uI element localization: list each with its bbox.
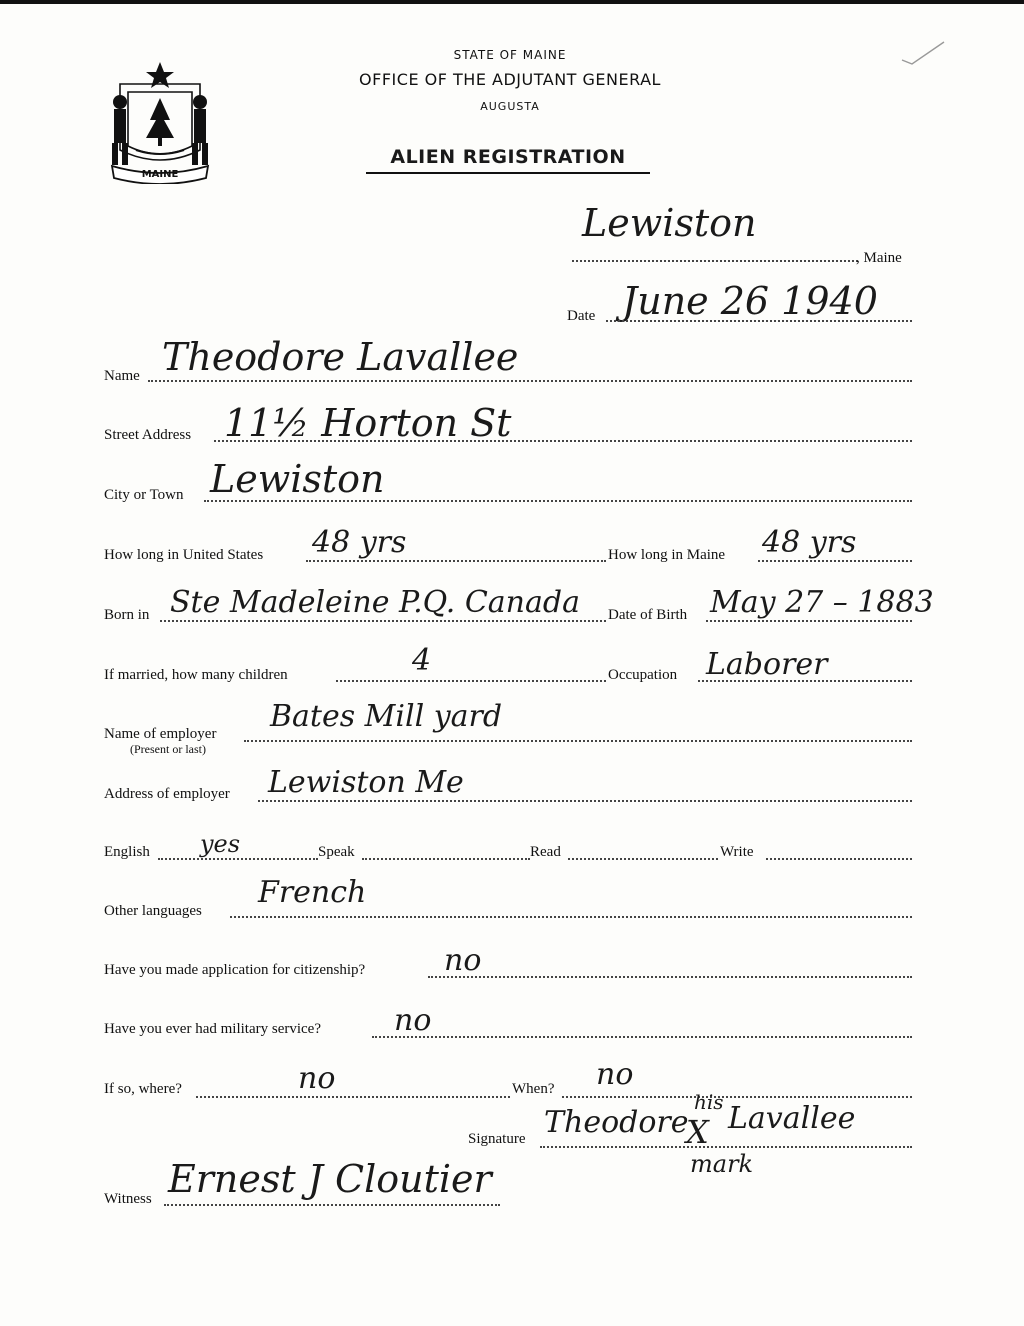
citizenship-line [428, 976, 912, 978]
where-value: no [298, 1061, 336, 1096]
name-value: Theodore Lavallee [162, 335, 519, 379]
city-value: Lewiston [210, 457, 385, 501]
witness-label: Witness [104, 1191, 152, 1207]
how-long-maine-label: How long in Maine [608, 547, 726, 563]
how-long-us-line [306, 560, 606, 562]
date-label: Date [567, 308, 596, 324]
speak-label: Speak [318, 844, 355, 860]
header-city: AUGUSTA [480, 100, 540, 113]
military-line [372, 1036, 912, 1038]
place-line [572, 260, 858, 262]
english-label: English [104, 844, 150, 860]
read-label: Read [530, 844, 561, 860]
signature-his: his [694, 1090, 724, 1114]
name-line [148, 380, 912, 382]
read-line [568, 858, 718, 860]
employer-label: Name of employer [104, 726, 217, 742]
dob-line [706, 620, 912, 622]
seal-text: MAINE [141, 169, 179, 180]
children-label: If married, how many children [104, 667, 288, 683]
signature-line [540, 1146, 912, 1148]
signature-label: Signature [468, 1131, 526, 1147]
born-in-line [160, 620, 606, 622]
date-line [606, 320, 912, 322]
employer-address-line [258, 800, 912, 802]
employer-value: Bates Mill yard [270, 699, 503, 734]
english-value: yes [200, 830, 241, 858]
when-line [562, 1096, 912, 1098]
dob-label: Date of Birth [608, 607, 688, 623]
speak-line [362, 858, 530, 860]
witness-line [164, 1204, 500, 1206]
name-label: Name [104, 368, 140, 384]
where-line [196, 1096, 510, 1098]
form-title: ALIEN REGISTRATION [390, 146, 626, 168]
header-office: OFFICE OF THE ADJUTANT GENERAL [359, 70, 661, 89]
how-long-us-label: How long in United States [104, 547, 264, 563]
witness-value: Ernest J Cloutier [168, 1157, 492, 1201]
other-languages-value: French [258, 875, 367, 910]
occupation-label: Occupation [608, 667, 678, 683]
when-label: When? [512, 1081, 555, 1097]
date-value: June 26 1940 [622, 279, 878, 323]
born-in-value: Ste Madeleine P.Q. Canada [170, 585, 580, 620]
signature-mark-word: mark [690, 1150, 754, 1178]
title-underline [366, 172, 650, 174]
signature-mark-x: X [686, 1113, 709, 1151]
dob-value: May 27 – 1883 [710, 585, 934, 620]
street-label: Street Address [104, 427, 192, 443]
how-long-maine-line [758, 560, 912, 562]
occupation-value: Laborer [706, 647, 828, 682]
city-label: City or Town [104, 487, 184, 503]
born-in-label: Born in [104, 607, 150, 623]
citizenship-value: no [444, 943, 482, 978]
employer-note: (Present or last) [130, 742, 206, 756]
check-mark-icon [898, 38, 948, 66]
military-value: no [394, 1003, 432, 1038]
english-line [158, 858, 318, 860]
when-value: no [596, 1057, 634, 1092]
street-line [214, 440, 912, 442]
where-label: If so, where? [104, 1081, 182, 1097]
scan-top-border [0, 0, 1024, 4]
write-line [766, 858, 912, 860]
place-value: Lewiston [582, 201, 757, 245]
other-languages-label: Other languages [104, 903, 202, 919]
city-line [204, 500, 912, 502]
other-languages-line [230, 916, 912, 918]
signature-first: Theodore [544, 1105, 689, 1140]
header-state: STATE OF MAINE [453, 48, 567, 62]
signature-last: Lavallee [728, 1101, 856, 1136]
employer-address-value: Lewiston Me [268, 765, 464, 800]
employer-address-label: Address of employer [104, 786, 230, 802]
children-line [336, 680, 606, 682]
military-label: Have you ever had military service? [104, 1021, 321, 1037]
street-value: 11½ Horton St [224, 401, 512, 445]
maine-state-seal [106, 58, 214, 184]
how-long-maine-value: 48 yrs [762, 525, 857, 560]
write-label: Write [720, 844, 754, 860]
citizenship-label: Have you made application for citizenship? [104, 962, 366, 978]
maine-label: , Maine [856, 250, 902, 266]
how-long-us-value: 48 yrs [312, 525, 407, 560]
employer-line [244, 740, 912, 742]
children-value: 4 [412, 643, 432, 678]
occupation-line [698, 680, 912, 682]
